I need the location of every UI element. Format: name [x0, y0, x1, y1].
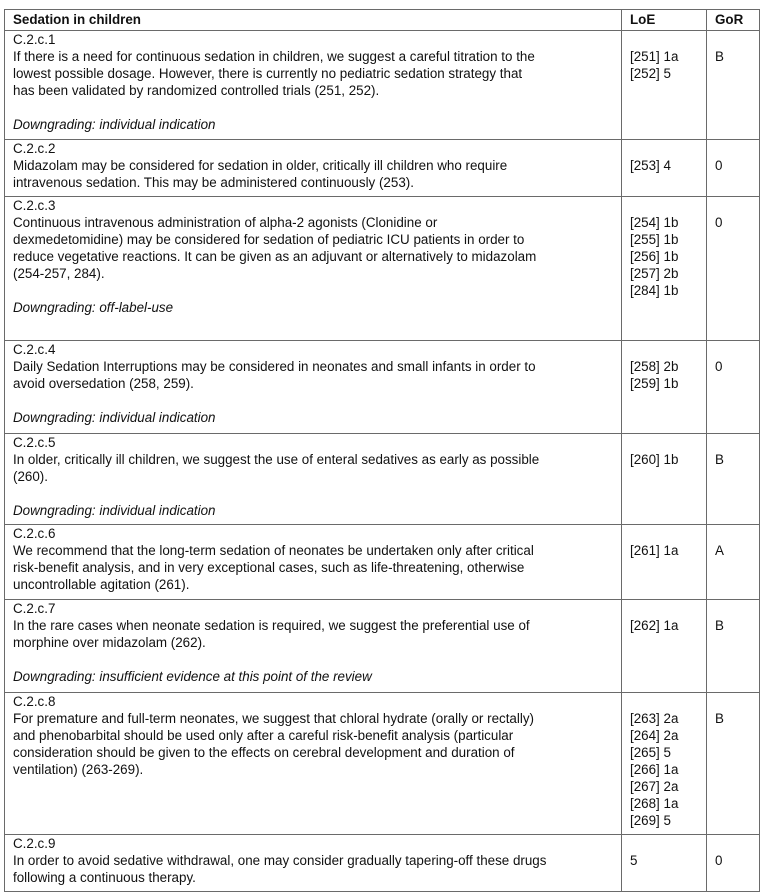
recommendation-text: We recommend that the long-term sedation of neonates be undertaken only after critical risk-benefit analysis, and in very exceptional cases, such as life-threatening, otherwise uncontrollable agitation (261).	[13, 543, 534, 592]
gor-cell: B	[707, 31, 760, 140]
table-row	[5, 525, 760, 600]
loe-cell	[622, 600, 707, 693]
gor-cell: 0	[707, 341, 760, 434]
loe-reference: [284] 1b	[630, 283, 679, 298]
loe-reference: [261] 1a	[630, 543, 679, 558]
table-row	[5, 693, 760, 835]
loe-reference: [267] 2a	[630, 779, 679, 794]
recommendation-id: C.2.c.3	[13, 198, 56, 213]
recommendation-cell	[5, 525, 622, 600]
recommendation-cell	[5, 693, 622, 835]
recommendation-id: C.2.c.9	[13, 836, 56, 851]
recommendation-cell	[5, 600, 622, 693]
loe-reference: [264] 2a	[630, 728, 679, 743]
gor-cell: 0	[707, 197, 760, 341]
loe-reference: [254] 1b	[630, 215, 679, 230]
table-row	[5, 600, 760, 693]
downgrading-note: Downgrading: insufficient evidence at this point of the review	[13, 669, 372, 684]
loe-cell	[622, 31, 707, 140]
recommendation-cell	[5, 31, 622, 140]
loe-reference: [262] 1a	[630, 618, 679, 633]
downgrading-note: Downgrading: individual indication	[13, 503, 216, 518]
loe-cell	[622, 835, 707, 892]
table-row	[5, 31, 760, 140]
loe-cell	[622, 341, 707, 434]
loe-reference: 5	[630, 853, 638, 868]
recommendation-text: In order to avoid sedative withdrawal, one may consider gradually tapering-off these drugs following a continuous therapy.	[13, 853, 547, 885]
recommendation-text: If there is a need for continuous sedation in children, we suggest a careful titration to the lowest possible dosage. However, there is currently no pediatric sedation strategy that has been validated by randomized controlled trials (251, 252).	[13, 49, 535, 98]
loe-reference: [251] 1a	[630, 49, 679, 64]
recommendation-text: Daily Sedation Interruptions may be considered in neonates and small infants in order to avoid oversedation (258, 259).	[13, 359, 536, 391]
recommendation-cell	[5, 835, 622, 892]
table-row	[5, 140, 760, 197]
gor-cell: B	[707, 600, 760, 693]
recommendation-text: Continuous intravenous administration of alpha-2 agonists (Clonidine or dexmedetomidine) may be considered for sedation of pediatric ICU patients in order to reduce vegetative reactions. It can be given as an adjuvant or alternatively to midazolam (254-257, 284).	[13, 215, 537, 281]
loe-reference: [253] 4	[630, 158, 671, 173]
loe-reference: [266] 1a	[630, 762, 679, 777]
recommendation-cell	[5, 140, 622, 197]
recommendation-cell	[5, 434, 622, 525]
loe-reference: [265] 5	[630, 745, 671, 760]
recommendation-text: Midazolam may be considered for sedation in older, critically ill children who require intravenous sedation. This may be administered continuously (253).	[13, 158, 508, 190]
table-row	[5, 835, 760, 892]
header-gor: GoR	[707, 10, 760, 31]
loe-reference: [257] 2b	[630, 266, 679, 281]
table-row	[5, 197, 760, 341]
recommendation-id: C.2.c.5	[13, 435, 56, 450]
recommendation-text: In older, critically ill children, we suggest the use of enteral sedatives as early as possible (260).	[13, 452, 540, 484]
loe-reference: [259] 1b	[630, 376, 679, 391]
gor-cell: B	[707, 434, 760, 525]
gor-cell: 0	[707, 835, 760, 892]
recommendation-id: C.2.c.1	[13, 32, 56, 47]
table-row	[5, 341, 760, 434]
header-title: Sedation in children	[5, 10, 622, 31]
loe-reference: [260] 1b	[630, 452, 679, 467]
loe-cell	[622, 140, 707, 197]
recommendation-text: For premature and full-term neonates, we suggest that chloral hydrate (orally or rectally) and phenobarbital should be used only after a careful risk-benefit analysis (particular consideration should be given to the effects on cerebral development and duration of ventilation) (263-269).	[13, 711, 534, 777]
gor-cell: A	[707, 525, 760, 600]
downgrading-note: Downgrading: off-label-use	[13, 300, 174, 315]
recommendations-table	[4, 9, 760, 892]
loe-reference: [258] 2b	[630, 359, 679, 374]
recommendation-id: C.2.c.2	[13, 141, 56, 156]
recommendation-id: C.2.c.7	[13, 601, 56, 616]
loe-reference: [252] 5	[630, 66, 671, 81]
loe-reference: [255] 1b	[630, 232, 679, 247]
loe-cell	[622, 693, 707, 835]
recommendation-text: In the rare cases when neonate sedation is required, we suggest the preferential use of morphine over midazolam (262).	[13, 618, 530, 650]
loe-cell	[622, 197, 707, 341]
recommendation-cell	[5, 341, 622, 434]
downgrading-note: Downgrading: individual indication	[13, 117, 216, 132]
table-row	[5, 434, 760, 525]
recommendation-id: C.2.c.8	[13, 694, 56, 709]
recommendation-id: C.2.c.6	[13, 526, 56, 541]
gor-cell: B	[707, 693, 760, 835]
loe-reference: [268] 1a	[630, 796, 679, 811]
recommendation-cell	[5, 197, 622, 341]
loe-cell	[622, 434, 707, 525]
loe-reference: [263] 2a	[630, 711, 679, 726]
loe-reference: [269] 5	[630, 813, 671, 828]
downgrading-note: Downgrading: individual indication	[13, 410, 216, 425]
loe-reference: [256] 1b	[630, 249, 679, 264]
gor-cell: 0	[707, 140, 760, 197]
header-row	[5, 10, 760, 31]
loe-cell	[622, 525, 707, 600]
recommendation-id: C.2.c.4	[13, 342, 56, 357]
header-loe: LoE	[622, 10, 707, 31]
